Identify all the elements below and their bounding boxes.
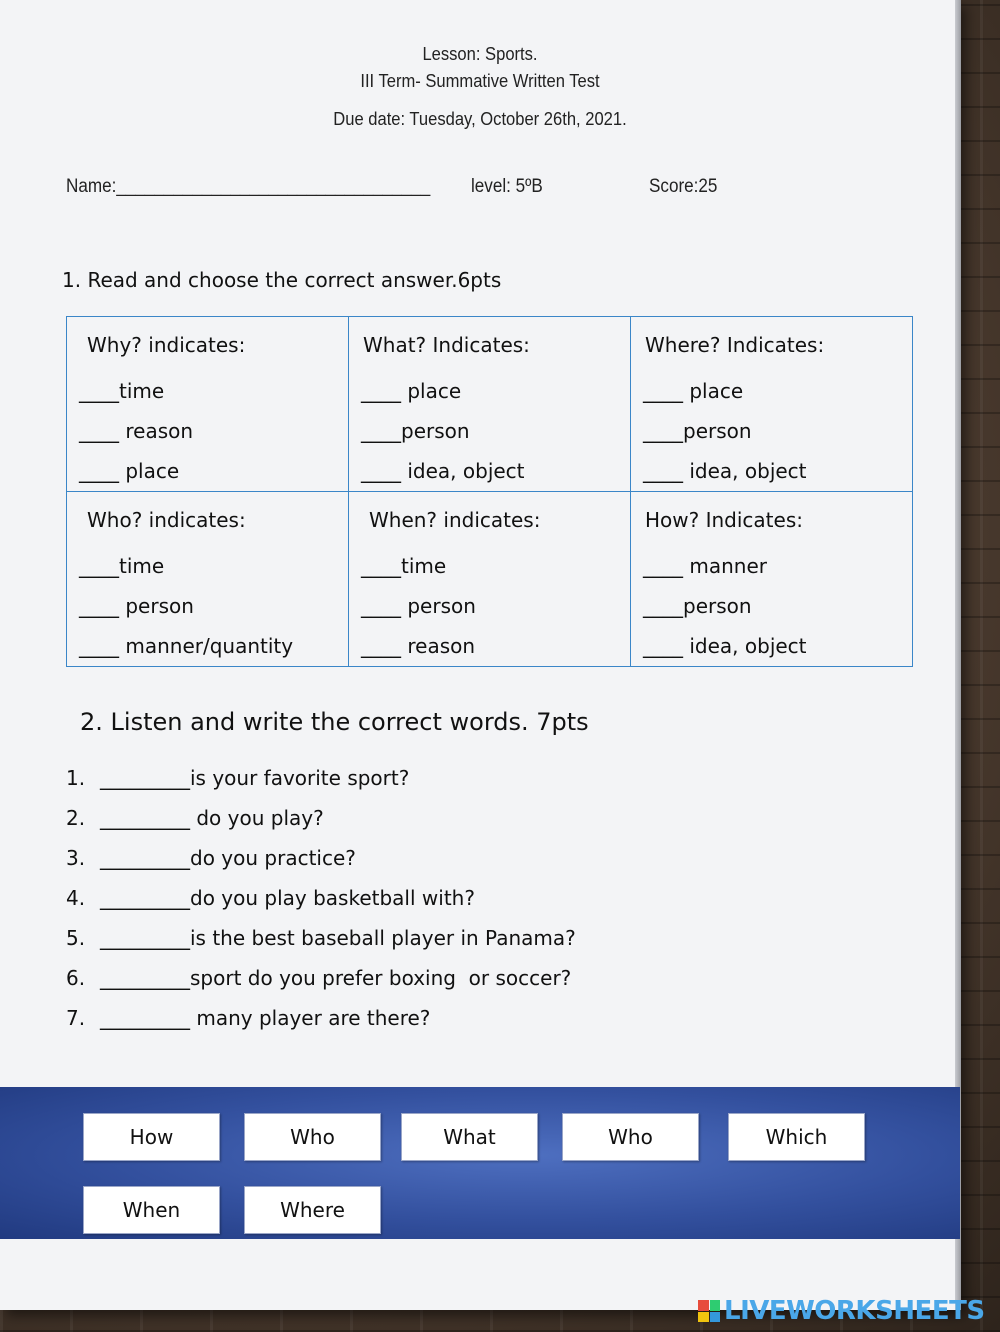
answer-line[interactable]: ____ idea, object xyxy=(643,634,807,658)
level-label: level: 5ºB xyxy=(471,176,543,197)
cell-heading: When? indicates: xyxy=(369,508,541,532)
answer-line[interactable]: ____time xyxy=(79,379,165,403)
question-number: 3. xyxy=(66,846,86,870)
table-cell-when xyxy=(349,492,631,667)
answer-line[interactable]: ____person xyxy=(643,594,752,618)
cell-heading: Why? indicates: xyxy=(87,333,246,357)
question-number: 2. xyxy=(66,806,86,830)
score-label: Score:25 xyxy=(649,176,718,197)
answer-line[interactable]: ____ manner/quantity xyxy=(79,634,294,658)
brand-name: LIVEWORKSHEETS xyxy=(724,1296,985,1326)
table-cell-who xyxy=(67,492,349,667)
liveworksheets-logo-icon xyxy=(698,1300,720,1322)
word-option-who-2[interactable]: Who xyxy=(562,1113,699,1161)
table-cell-how xyxy=(631,492,913,667)
question-item xyxy=(66,838,576,878)
answer-line[interactable]: ____ place xyxy=(79,459,180,483)
answer-line[interactable]: ____time xyxy=(79,554,165,578)
lesson-title: Lesson: Sports. xyxy=(422,44,538,64)
word-option-how[interactable]: How xyxy=(83,1113,220,1161)
question-item xyxy=(66,878,576,918)
question-number: 6. xyxy=(66,966,86,990)
answer-line[interactable]: ____ place xyxy=(361,379,462,403)
name-field: Name:_________________________________ xyxy=(66,176,431,197)
question-number: 5. xyxy=(66,926,86,950)
question-text[interactable]: _________do you practice? xyxy=(100,846,356,870)
table-cell-what xyxy=(349,317,631,492)
word-option-who[interactable]: Who xyxy=(244,1113,381,1161)
section1-title: 1. Read and choose the correct answer.6pts xyxy=(62,268,502,292)
question-item xyxy=(66,798,576,838)
question-item xyxy=(66,918,576,958)
answer-line[interactable]: ____ idea, object xyxy=(643,459,807,483)
question-text[interactable]: _________sport do you prefer boxing or soccer? xyxy=(100,966,572,990)
answer-line[interactable]: ____person xyxy=(643,419,752,443)
answer-line[interactable]: ____time xyxy=(361,554,447,578)
answer-line[interactable]: ____ person xyxy=(361,594,476,618)
answer-line[interactable]: ____ manner xyxy=(643,554,767,578)
question-item xyxy=(66,998,576,1038)
answer-line[interactable]: ____person xyxy=(361,419,470,443)
section2-title: 2. Listen and write the correct words. 7pts xyxy=(80,708,589,736)
question-item xyxy=(66,758,576,798)
word-option-when[interactable]: When xyxy=(83,1186,220,1234)
indicates-table xyxy=(66,316,913,667)
word-option-where[interactable]: Where xyxy=(244,1186,381,1234)
word-option-what[interactable]: What xyxy=(401,1113,538,1161)
cell-heading: Who? indicates: xyxy=(87,508,246,532)
answer-line[interactable]: ____ reason xyxy=(361,634,476,658)
word-option-which[interactable]: Which xyxy=(728,1113,865,1161)
test-title: III Term- Summative Written Test xyxy=(360,71,600,91)
question-number: 7. xyxy=(66,1006,86,1030)
question-list xyxy=(66,758,576,1038)
question-item xyxy=(66,958,576,998)
question-text[interactable]: _________is the best baseball player in Panama? xyxy=(100,926,576,950)
question-number: 4. xyxy=(66,886,86,910)
question-text[interactable]: _________ many player are there? xyxy=(100,1006,431,1030)
word-bank-panel xyxy=(0,1087,960,1239)
answer-line[interactable]: ____ person xyxy=(79,594,194,618)
question-text[interactable]: _________ do you play? xyxy=(100,806,324,830)
answer-line[interactable]: ____ idea, object xyxy=(361,459,525,483)
table-cell-where xyxy=(631,317,913,492)
table-cell-why xyxy=(67,317,349,492)
question-text[interactable]: _________is your favorite sport? xyxy=(100,766,410,790)
answer-line[interactable]: ____ reason xyxy=(79,419,194,443)
cell-heading: How? Indicates: xyxy=(645,508,803,532)
due-date: Due date: Tuesday, October 26th, 2021. xyxy=(333,109,627,129)
cell-heading: What? Indicates: xyxy=(363,333,530,357)
answer-line[interactable]: ____ place xyxy=(643,379,744,403)
liveworksheets-logo xyxy=(698,1296,985,1326)
question-number: 1. xyxy=(66,766,86,790)
question-text[interactable]: _________do you play basketball with? xyxy=(100,886,475,910)
cell-heading: Where? Indicates: xyxy=(645,333,825,357)
